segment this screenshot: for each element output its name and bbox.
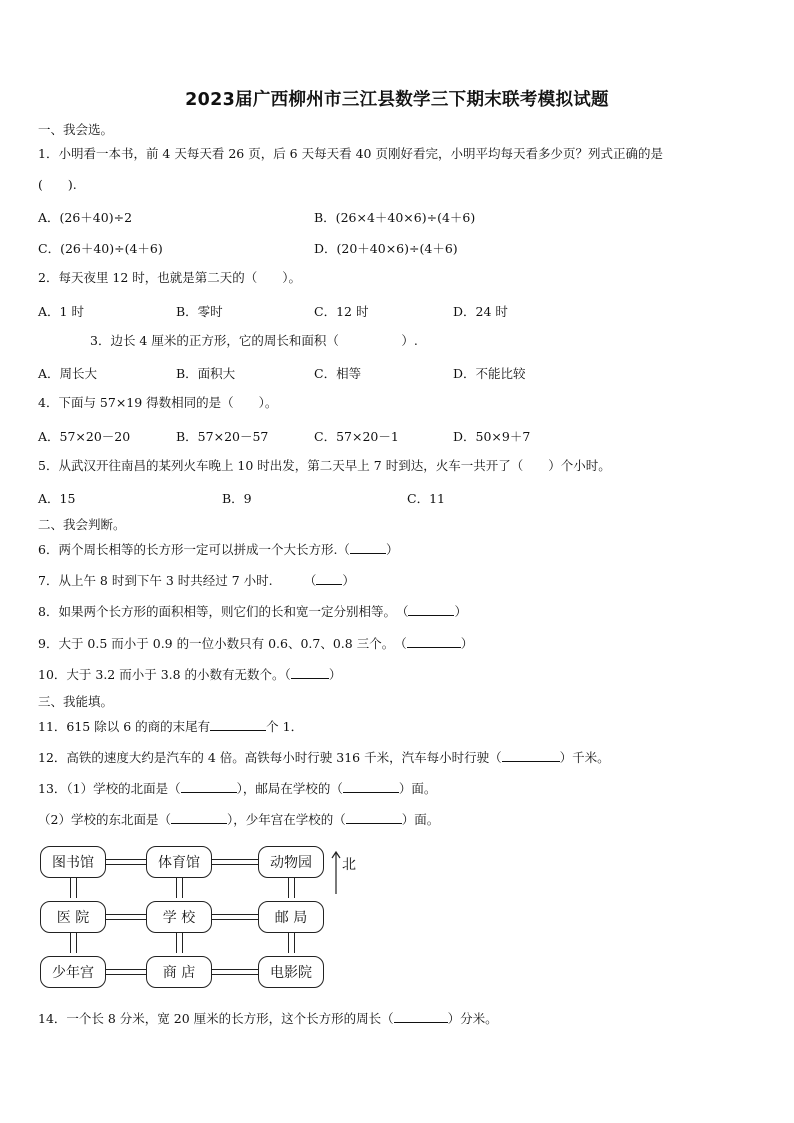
road-connector: [106, 969, 146, 975]
question-12: [38, 749, 610, 766]
map-node-school: 学 校: [146, 901, 212, 933]
question-6-stem: 6．两个周长相等的长方形一定可以拼成一个大长方形.（: [38, 542, 350, 557]
answer-blank[interactable]: [408, 603, 454, 616]
question-2-stem: 2．每天夜里 12 时，也就是第二天的（ ）。: [38, 270, 302, 285]
question-2-option-a: A．1 时: [38, 304, 84, 319]
question-4-option-d: D．50×9＋7: [453, 429, 531, 444]
question-3-stem: 3．边长 4 厘米的正方形，它的周长和面积（ ）.: [90, 333, 418, 348]
answer-blank[interactable]: [291, 666, 329, 679]
road-connector: [106, 859, 146, 865]
question-6: [38, 541, 398, 558]
map-node-gym: 体育馆: [146, 846, 212, 878]
road-connector: [212, 914, 258, 920]
road-connector: [106, 914, 146, 920]
question-7-stem: 7．从上午 8 时到下午 3 时共经过 7 小时. （: [38, 573, 317, 588]
section-heading-judge: 二、我会判断。: [38, 517, 126, 532]
question-14-end: ）分米。: [447, 1011, 498, 1026]
road-connector: [212, 969, 258, 975]
road-connector: [70, 930, 77, 953]
north-label: 北: [342, 857, 356, 873]
question-13-part-1: [38, 780, 436, 797]
page-title: 2023届广西柳州市三江县数学三下期末联考模拟试题: [185, 90, 609, 110]
question-11: [38, 718, 303, 735]
question-8-end: ）: [454, 604, 467, 619]
question-2-option-d: D．24 时: [453, 304, 508, 319]
question-3-option-b: B．面积大: [176, 366, 236, 381]
question-13-p2a: （2）学校的东北面是（: [38, 812, 171, 827]
question-5-option-a: A．15: [38, 491, 76, 506]
question-7: [38, 572, 355, 589]
question-5-option-c: C．11: [407, 491, 445, 506]
question-2-option-b: B．零时: [176, 304, 223, 319]
map-node-zoo: 动物园: [258, 846, 324, 878]
question-1-stem-continued: ( ).: [38, 177, 77, 192]
question-13-p1b: ），邮局在学校的（: [236, 781, 343, 796]
question-11-stem: 11．615 除以 6 的商的末尾有: [38, 719, 211, 734]
road-connector: [176, 930, 183, 953]
question-13-p1a: 13．（1）学校的北面是（: [38, 781, 181, 796]
question-10-end: ）: [328, 667, 342, 682]
question-1-option-b: B．(26×4＋40×6)÷(4＋6): [314, 210, 476, 225]
question-10: [38, 666, 341, 683]
road-connector: [288, 930, 295, 953]
question-12-end: ）千米。: [559, 750, 610, 765]
answer-blank[interactable]: [350, 541, 386, 554]
question-9: [38, 635, 473, 652]
answer-blank[interactable]: [346, 811, 402, 824]
map-node-youth-palace: 少年宫: [40, 956, 106, 988]
question-14-stem: 14．一个长 8 分米，宽 20 厘米的长方形，这个长方形的周长（: [38, 1011, 394, 1026]
north-indicator: [330, 850, 370, 900]
question-8: [38, 603, 467, 620]
question-3-option-d: D．不能比较: [453, 366, 526, 381]
question-9-stem: 9．大于 0.5 而小于 0.9 的一位小数只有 0.6、0.7、0.8 三个。 （: [38, 636, 407, 651]
question-10-stem: 10．大于 3.2 而小于 3.8 的小数有无数个。（: [38, 667, 291, 682]
question-4-option-c: C．57×20－1: [314, 429, 399, 444]
map-node-cinema: 电影院: [258, 956, 324, 988]
question-14: [38, 1010, 498, 1027]
question-13-p2c: ）面。: [401, 812, 440, 827]
question-2-option-c: C．12 时: [314, 304, 369, 319]
question-9-end: ）: [460, 636, 474, 651]
section-heading-fill: 三、我能填。: [38, 694, 114, 709]
road-connector: [70, 875, 77, 898]
question-12-stem: 12．高铁的速度大约是汽车的 4 倍。高铁每小时行驶 316 千米，汽车每小时行驶（: [38, 750, 502, 765]
question-6-end: ）: [385, 542, 399, 557]
question-7-end: ）: [342, 573, 355, 588]
question-4-option-a: A．57×20－20: [38, 429, 131, 444]
question-13-p1c: ）面。: [398, 781, 437, 796]
section-heading-choose: 一、我会选。: [38, 122, 114, 137]
question-8-stem: 8．如果两个长方形的面积相等，则它们的长和宽一定分别相等。 （: [38, 604, 409, 619]
question-4-option-b: B．57×20－57: [176, 429, 269, 444]
question-11-end: 个 1．: [266, 719, 304, 734]
answer-blank[interactable]: [502, 749, 560, 762]
map-node-post-office: 邮 局: [258, 901, 324, 933]
answer-blank[interactable]: [407, 635, 461, 648]
question-1-option-a: A．(26＋40)÷2: [38, 210, 133, 225]
question-5-stem: 5．从武汉开往南昌的某列火车晚上 10 时出发，第二天早上 7 时到达，火车一共开了（ ）个小时。: [38, 458, 611, 473]
map-node-hospital: 医 院: [40, 901, 106, 933]
answer-blank[interactable]: [394, 1010, 448, 1023]
road-connector: [288, 875, 295, 898]
question-1-stem: 1．小明看一本书，前 4 天每天看 26 页，后 6 天每天看 40 页刚好看完，小明平均每天看多少页？列式正确的是: [38, 146, 663, 161]
answer-blank[interactable]: [316, 572, 342, 585]
question-1-option-d: D．(20＋40×6)÷(4＋6): [314, 241, 458, 256]
question-5-option-b: B．9: [222, 491, 252, 506]
location-map-diagram: [40, 843, 370, 993]
question-13-part-2: [38, 811, 439, 828]
map-node-library: 图书馆: [40, 846, 106, 878]
map-node-shop: 商 店: [146, 956, 212, 988]
question-3-option-c: C．相等: [314, 366, 362, 381]
road-connector: [212, 859, 258, 865]
answer-blank[interactable]: [343, 780, 399, 793]
question-13-p2b: ），少年宫在学校的（: [226, 812, 346, 827]
answer-blank[interactable]: [171, 811, 227, 824]
question-4-stem: 4．下面与 57×19 得数相同的是（ ）。: [38, 395, 278, 410]
answer-blank[interactable]: [181, 780, 237, 793]
question-3-option-a: A．周长大: [38, 366, 98, 381]
north-arrow-icon: [330, 850, 342, 894]
question-1-option-c: C．(26＋40)÷(4＋6): [38, 241, 163, 256]
road-connector: [176, 875, 183, 898]
answer-blank[interactable]: [210, 718, 266, 731]
